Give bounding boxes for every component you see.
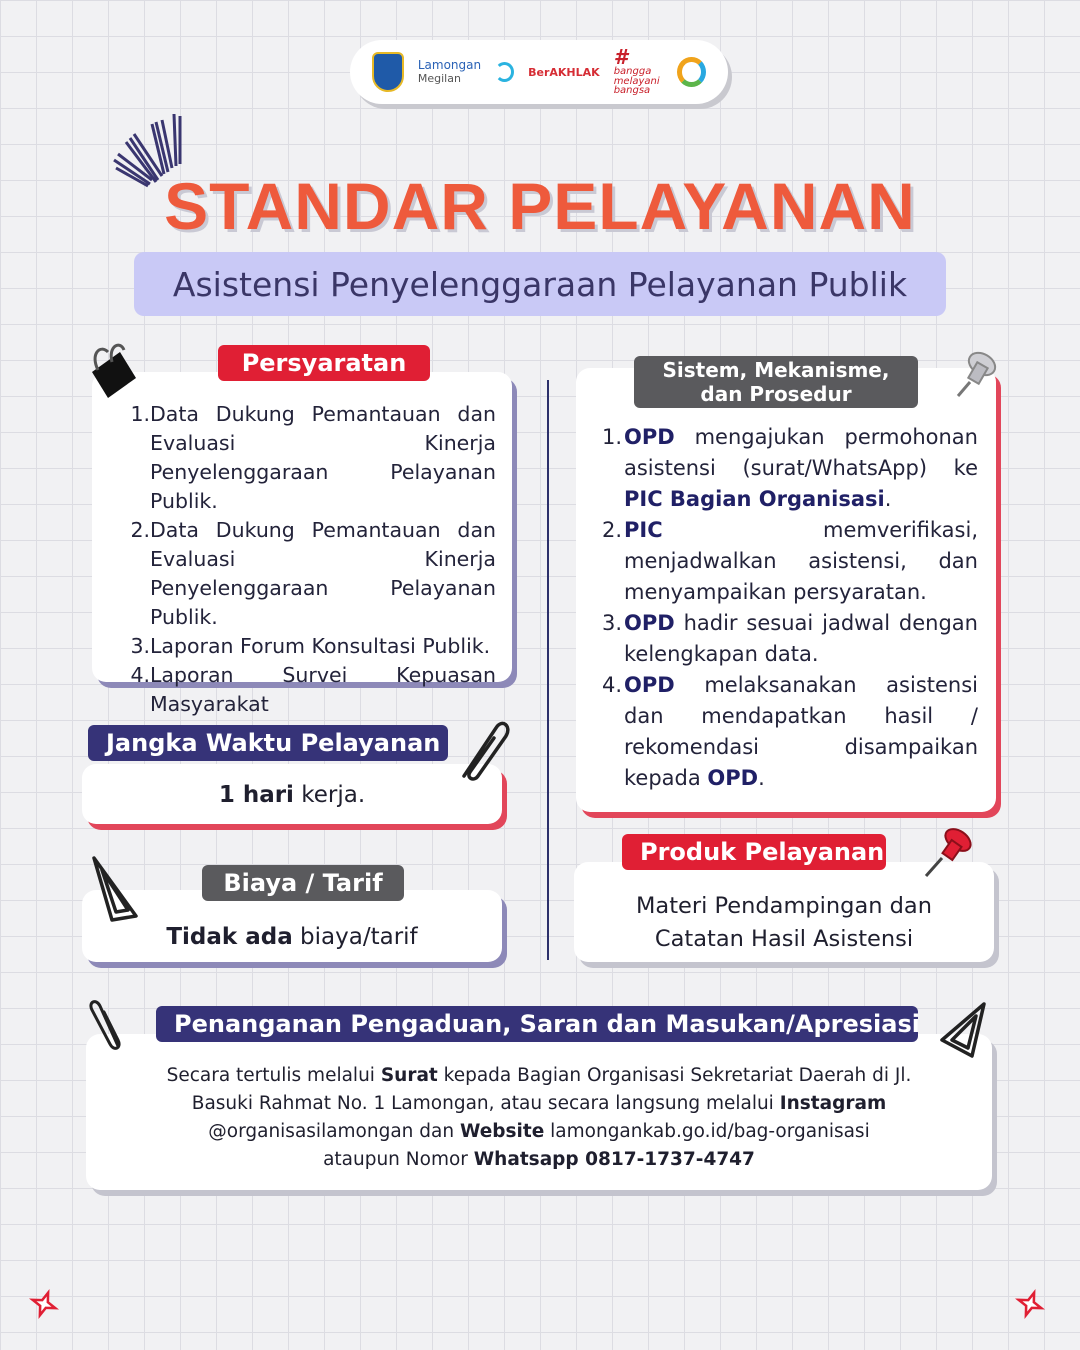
list-item: 3. OPD hadir sesuai jadwal dengan kelengkapan data. — [601, 611, 978, 666]
pengaduan-text: Secara tertulis melalui Surat kepada Bagian Organisasi Sekretariat Daerah di Jl. Basuki Rahmat No. 1 Lamongan, atau secara langsung melalui Instagram @organisasilamongan dan Website lamongankab.go.id/bag-organisasi ataupun Nomor Whatsapp 0817-1737-4747 — [166, 1065, 912, 1170]
pushpin-gray-icon — [950, 344, 1006, 400]
page-subtitle: Asistensi Penyelenggaraan Pelayanan Publik — [172, 264, 908, 304]
produk-label: Produk Pelayanan — [622, 834, 886, 870]
list-item: 3. Laporan Forum Konsultasi Publik. — [130, 634, 491, 658]
biaya-value: Tidak ada biaya/tarif — [166, 924, 418, 950]
persyaratan-label: Persyaratan — [218, 345, 430, 381]
page-title: STANDAR PELAYANAN — [164, 169, 916, 243]
jangka-waktu-value: 1 hari kerja. — [218, 782, 366, 808]
column-divider — [547, 380, 549, 960]
pengaduan-label: Penanganan Pengaduan, Saran dan Masukan/Apresiasi — [156, 1006, 918, 1042]
triangle-clip-icon — [88, 852, 144, 926]
berakhlak-logo: BerAKHLAK — [528, 65, 600, 79]
list-item: 1. Data Dukung Pemantauan dan Evaluasi Kinerja Penyelenggaraan Pelayanan Publik. — [130, 402, 496, 513]
jangka-waktu-card — [82, 764, 502, 824]
paperclip-small-icon — [88, 996, 128, 1052]
sparkle-star-icon — [26, 1286, 62, 1322]
lamongan-megilan-logo: Lamongan Megilan — [417, 58, 482, 85]
sistem-card — [576, 368, 996, 812]
pushpin-red-icon — [920, 822, 980, 882]
list-item: 1. OPD mengajukan permohonan asistensi (surat/WhatsApp) ke PIC Bagian Organisasi. — [601, 425, 978, 511]
logo-bar — [350, 40, 728, 104]
triangle-clip-right-icon — [936, 1000, 990, 1060]
lamongan-crest-logo — [372, 52, 404, 92]
binder-clip-icon — [84, 342, 140, 402]
list-item: 4. Laporan Survei Kepuasan Masyarakat — [130, 663, 496, 716]
paperclip-icon — [454, 716, 512, 784]
sistem-label: Sistem, Mekanisme, dan Prosedur — [634, 356, 918, 408]
jangka-waktu-label: Jangka Waktu Pelayanan — [88, 725, 448, 761]
bangga-melayani-bangsa-logo: # bangga melayani bangsa — [613, 45, 660, 97]
produk-value: Materi Pendampingan dan Catatan Hasil Asistensi — [636, 893, 932, 952]
wave-icon — [495, 62, 514, 82]
bagian-organisasi-logo — [677, 57, 706, 87]
sistem-list — [576, 368, 996, 794]
sparkle-star-icon — [1012, 1286, 1048, 1322]
pengaduan-card — [86, 1034, 992, 1190]
subtitle-box — [134, 252, 946, 316]
list-item: 2. Data Dukung Pemantauan dan Evaluasi Kinerja Penyelenggaraan Pelayanan Publik. — [130, 518, 496, 629]
persyaratan-card — [92, 372, 512, 716]
list-item: 4. OPD melaksanakan asistensi dan mendapatkan hasil / rekomendasi disampaikan kepada OPD. — [601, 673, 978, 790]
biaya-label: Biaya / Tarif — [202, 865, 404, 901]
persyaratan-list — [92, 372, 512, 719]
list-item: 2. PIC memverifikasi, menjadwalkan asistensi, dan menyampaikan persyaratan. — [601, 518, 978, 604]
